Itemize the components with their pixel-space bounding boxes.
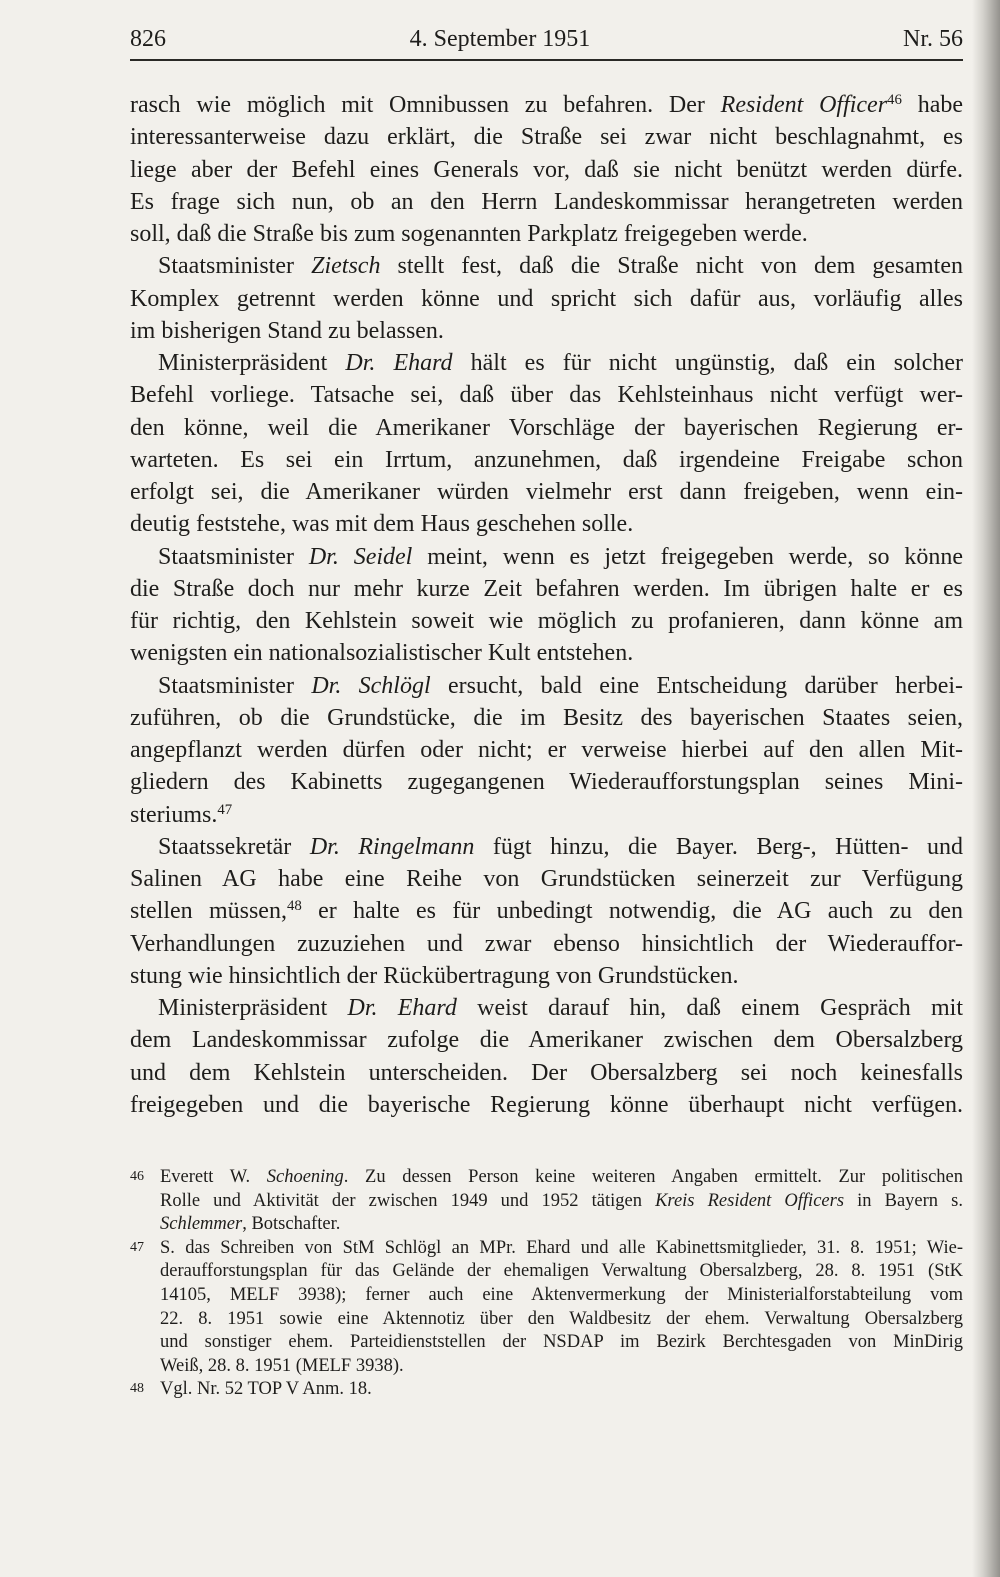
speaker-name: Dr. Ehard [347, 995, 457, 1021]
speaker-name: Dr. Schlögl [311, 672, 431, 699]
text-run: , Botschafter. [242, 1214, 341, 1235]
speaker-name: Zietsch [311, 253, 381, 280]
italic-term: Resident Officer [720, 92, 888, 118]
text-run: Staatsminister [158, 672, 312, 699]
text-run: meint, wenn es jetzt freigegeben werde, so könne [412, 543, 964, 570]
text-run: Komplex getrennt werden könne und spricht sich dafür aus, vorläufig alles [130, 285, 963, 312]
text-run: deutig feststehe, was mit dem Haus geschehen solle. [130, 511, 634, 538]
text-line [130, 89, 963, 121]
text-line [130, 928, 963, 960]
text-run: Salinen AG habe eine Reihe von Grundstücken seinerzeit zur Verfügung [130, 866, 963, 892]
text-run: Es frage sich nun, ob an den Herrn Landeskommissar herangetreten werden [130, 188, 963, 215]
text-line [130, 508, 963, 540]
text-run: Staatsminister [158, 543, 309, 570]
text-line [130, 766, 963, 798]
text-run: freigegeben und die bayerische Regierung könne überhaupt nicht verfügen. [130, 1091, 963, 1118]
paragraph [130, 670, 963, 831]
text-line [130, 831, 963, 863]
issue-number: Nr. 56 [903, 26, 963, 52]
text-run: Verhandlungen zuzuziehen und zwar ebenso hinsichtlich der Wiederauffor- [130, 930, 963, 957]
text-run: Ministerpräsident [158, 995, 348, 1021]
footnote-line [160, 1355, 963, 1379]
italic-term: Schlemmer [160, 1214, 243, 1235]
text-run: S. das Schreiben von StM Schlögl an MPr. Ehard und alle Kabinettsmitglieder, 31. 8. 1951; Wie- [160, 1237, 963, 1258]
text-line [130, 347, 963, 379]
text-line [130, 670, 963, 702]
text-run: Everett W. [160, 1167, 267, 1187]
speaker-name: Dr. Ehard [345, 350, 453, 376]
text-run: warteten. Es sei ein Irrtum, anzunehmen, daß irgendeine Freigabe schon [130, 446, 963, 473]
text-run: 22. 8. 1951 sowie eine Aktennotiz über den Waldbesitz der ehem. Verwaltung Obersalzberg [160, 1308, 963, 1329]
text-line [130, 1089, 963, 1121]
paragraph [130, 992, 963, 1121]
text-run: Staatssekretär [158, 833, 310, 860]
footnote-number: 48 [130, 1381, 144, 1397]
footnote-reference: 47 [217, 801, 233, 818]
footnote-line [160, 1213, 963, 1237]
text-run: Vgl. Nr. 52 TOP V Anm. 18. [160, 1379, 372, 1400]
paragraph [130, 89, 963, 250]
text-run: hält es für nicht ungünstig, daß ein solcher [452, 350, 963, 376]
header-rule [130, 59, 963, 61]
text-run: stung wie hinsichtlich der Rückübertragung von Grundstücken. [130, 962, 739, 989]
text-line [130, 250, 963, 282]
text-line [130, 1057, 963, 1089]
footnote [130, 1378, 963, 1402]
text-line [130, 992, 963, 1024]
footnote [130, 1166, 963, 1237]
text-line [130, 476, 963, 508]
text-run: steriums. [130, 801, 218, 828]
footnote-line [160, 1331, 963, 1355]
text-run: . Zu dessen Person keine weiteren Angaben ermittelt. Zur politischen [343, 1167, 964, 1187]
text-run: erfolgt sei, die Amerikaner würden vielmehr erst dann freigeben, wenn ein- [130, 479, 963, 505]
text-run: stellt fest, daß die Straße nicht von dem gesamten [380, 253, 964, 280]
italic-term: Schoening [266, 1167, 344, 1187]
speaker-name: Dr. Seidel [308, 543, 413, 570]
text-run: gliedern des Kabinetts zugegangenen Wiederaufforstungsplan seines Mini- [130, 769, 963, 796]
footnote-line [160, 1190, 963, 1214]
text-run: fügt hinzu, die Bayer. Berg-, Hütten- und [474, 833, 963, 860]
text-run: und dem Kehlstein unterscheiden. Der Obersalzberg sei noch keinesfalls [130, 1059, 963, 1086]
text-line [130, 863, 963, 895]
text-run: weist darauf hin, daß einem Gespräch mit [456, 995, 963, 1021]
text-run: für richtig, den Kehlstein soweit wie möglich zu profanieren, dann könne am [130, 608, 963, 634]
footnote-line [160, 1284, 963, 1308]
text-run: 14105, MELF 3938); ferner auch eine Aktenvermerkung der Ministerialforstabteilung vom [160, 1284, 963, 1305]
text-run: zuführen, ob die Grundstücke, die im Besitz des bayerischen Staates seien, [130, 704, 963, 731]
paragraph [130, 831, 963, 992]
text-run: stellen müssen, [130, 898, 287, 925]
text-line [130, 734, 963, 766]
text-run: dem Landeskommissar zufolge die Amerikaner zwischen dem Obersalzberg [130, 1027, 963, 1054]
text-line [130, 444, 963, 476]
text-run: im bisherigen Stand zu belassen. [130, 317, 444, 344]
speaker-name: Dr. Ringelmann [309, 833, 475, 860]
text-line [130, 283, 963, 315]
text-run: rasch wie möglich mit Omnibussen zu befahren. Der [130, 92, 721, 118]
text-run: er halte es für unbedingt notwendig, die AG auch zu den [301, 898, 963, 925]
text-run: deraufforstungsplan für das Gelände der ehemaligen Verwaltung Obersalzberg, 28. 8. 1951 (StK [160, 1261, 963, 1282]
footnote-number: 47 [130, 1239, 144, 1255]
text-run: Staatsminister [158, 253, 312, 280]
footnotes [130, 1166, 963, 1402]
text-line [130, 154, 963, 186]
text-run: interessanterweise dazu erklärt, die Straße sei zwar nicht beschlagnahmt, es [130, 124, 963, 151]
text-run: Weiß, 28. 8. 1951 (MELF 3938). [160, 1355, 404, 1376]
footnote-line [160, 1378, 963, 1402]
text-line [130, 702, 963, 734]
text-run: soll, daß die Straße bis zum sogenannten Parkplatz freigegeben werde. [130, 221, 808, 247]
text-run: liege aber der Befehl eines Generals vor, daß sie nicht benützt werden dürfe. [130, 156, 963, 183]
text-run: in Bayern s. [844, 1190, 963, 1211]
italic-term: Kreis Resident Officers [655, 1190, 845, 1211]
text-line [130, 895, 963, 927]
text-run: angepflanzt werden dürfen oder nicht; er verweise hierbei auf den allen Mit- [130, 737, 963, 763]
text-run: die Straße doch nur mehr kurze Zeit befahren werden. Im übrigen halte er es [130, 575, 963, 602]
footnote [130, 1237, 963, 1379]
footnote-line [160, 1237, 963, 1261]
footnote-reference: 48 [286, 898, 302, 915]
page-edge-shadow [972, 0, 1000, 1577]
text-line [130, 218, 963, 250]
text-run: habe [901, 92, 963, 118]
text-line [130, 379, 963, 411]
paragraph [130, 347, 963, 541]
text-run: den könne, weil die Amerikaner Vorschläge der bayerischen Regierung er- [130, 414, 963, 441]
footnote-reference: 46 [887, 91, 902, 108]
page-number: 826 [130, 26, 166, 52]
body-text [130, 89, 963, 1121]
text-line [130, 960, 963, 992]
text-line [130, 605, 963, 637]
text-line [130, 799, 963, 831]
text-line [130, 186, 963, 218]
text-run: Befehl vorliege. Tatsache sei, daß über das Kehlsteinhaus nicht verfügt wer- [130, 382, 963, 409]
text-run: wenigsten ein nationalsozialistischer Kult entstehen. [130, 640, 634, 667]
paragraph [130, 250, 963, 347]
text-line [130, 315, 963, 347]
text-line [130, 121, 963, 153]
text-line [130, 573, 963, 605]
footnote-number: 46 [130, 1169, 144, 1184]
header-date: 4. September 1951 [409, 26, 591, 52]
footnote-line [160, 1166, 963, 1190]
text-run: und sonstiger ehem. Parteidienststellen der NSDAP im Bezirk Berchtesgaden von MinDirig [160, 1332, 963, 1353]
text-line [130, 637, 963, 669]
text-line [130, 1024, 963, 1056]
text-run: Rolle und Aktivität der zwischen 1949 und 1952 tätigen [160, 1190, 656, 1211]
footnote-line [160, 1308, 963, 1332]
text-line [130, 541, 963, 573]
paragraph [130, 541, 963, 670]
text-run: Ministerpräsident [158, 350, 346, 376]
footnote-line [160, 1260, 963, 1284]
text-run: ersucht, bald eine Entscheidung darüber herbei- [430, 672, 964, 699]
text-line [130, 412, 963, 444]
